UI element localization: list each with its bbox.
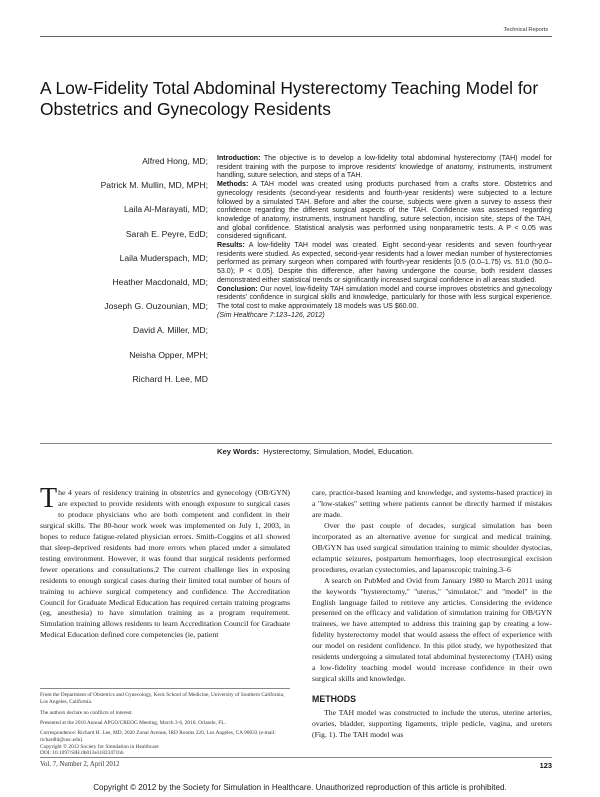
abstract-results	[217, 242, 552, 286]
footnote-affiliation: From the Department of Obstetrics and Gynecology, Keck School of Medicine, University of Southern California, Los Angeles, California.	[40, 692, 285, 705]
abstract-text: A low-fidelity TAH model was created. Eight second-year residents and seven fourth-year residents were studied. As expected, second-year residents had a lower median number of hysterectomies performed as primary surgeon when compared with fourth-year residents [0.5 (0.0–1.75) vs. 51.0 (50.0–53.0); P < 0.05]. Despite this difference, after having undergone the course, both resident classes demonstrated either statistical trends or significantly increased surgical confidence in all areas studied.	[217, 242, 552, 284]
footnote-correspondence: Correspondence: Richard H. Lee, MD, 2020 Zonal Avenue, IRD Rooms 220, Los Angeles, CA 90033 (e-mail: richardhl@usc.edu).	[40, 730, 276, 743]
footnote-doi: DOI: 10.1097/SIH.0b013e31823471bb	[40, 750, 124, 756]
abstract	[217, 155, 552, 320]
keywords-text: Hysterectomy, Simulation, Model, Education.	[263, 447, 414, 456]
methods-heading: METHODS	[312, 694, 356, 705]
copyright-notice: Copyright © 2012 by the Society for Simulation in Healthcare. Unauthorized reproduction of this article is prohibited.	[93, 783, 507, 792]
article-title: A Low-Fidelity Total Abdominal Hysterectomy Teaching Model for Obstetrics and Gynecology Residents	[40, 78, 539, 119]
author-name: Laila Al-Marayati, MD;	[123, 204, 208, 215]
body-paragraph: The TAH model was constructed to include the uterus, uterine arteries, ovaries, bladder, supporting ligaments, triple pedicle, vagina, and ureters (Fig. 1). The TAH model was	[312, 708, 552, 740]
abstract-conclusion	[217, 286, 552, 312]
abstract-text: The objective is to develop a low-fidelity total abdominal hysterectomy (TAH) model for resident training with the purpose to improve residents' knowledge of anatomy, instruments, instrument handling, suture selection, and steps of a TAH.	[217, 155, 552, 180]
author-name: David A. Miller, MD;	[133, 325, 208, 336]
author-name: Heather Macdonald, MD;	[112, 276, 208, 287]
footnote-copyright: Copyright © 2012 Society for Simulation in Healthcare	[40, 744, 159, 750]
body-paragraph: A search on PubMed and Ovid from January 1980 to March 2011 using the keywords ''hysterectomy,'' ''uterus,'' ''simulator,'' and ''model'' in the English language failed to retrieve any articles. Considering the evidence presented on the efficacy and validation of simulation training for OB/GYN trainees, we have attempted to address this training gap by creating a low-fidelity hysterectomy model that would assess the effect of experience with our model on resident confidence. In this pilot study, we hypothesized that residents undergoing a simulated total abdominal hysterectomy (TAH) using a low-fidelity teaching model would increase confidence in their own surgical skills and knowledge.	[312, 575, 552, 684]
footnote-conflicts: The authors declare no conflicts of interest.	[40, 710, 133, 716]
header-rule	[40, 36, 552, 37]
abstract-label: Introduction:	[217, 155, 261, 162]
keywords	[217, 447, 414, 456]
body-paragraph	[40, 483, 290, 641]
author-name: Sarah E. Peyre, EdD;	[125, 228, 208, 239]
author-name: Alfred Hong, MD;	[142, 156, 208, 166]
section-tag: Technical Reports	[503, 27, 548, 33]
body-column-left	[40, 483, 290, 641]
paragraph-text: he 4 years of residency training in obstetrics and gynecology (OB/GYN) are expected to provide residents with enough exposure to surgical cases to produce physicians who are both competent and confident in their surgical skills. The 80-hour work week was implemented on July 1, 2003, in hopes to reduce fatigue-related physician errors. Smith-Coggins et al1 showed that sleep-deprived residents had more errors when placed under a simulated testing environment. However, it was found that surgical residents performed fewer operations and consultations.2 The current challenge lies in exposing residents to enough surgical cases during their limited total number of hours of training to achieve surgical competency and confidence. The Accreditation Council for Graduate Medical Education has required certain training programs (eg, anesthesia) to have simulation training as a program requirement. Simulation training allows residents to learn Accreditation Council for Graduate Medical Education defined core competencies (ie, patient	[40, 488, 290, 640]
footnote-presented: Presented at the 2010 Annual APGO/CREOG Meeting, March 3-6, 2010, Orlando, FL.	[40, 720, 226, 726]
abstract-introduction	[217, 155, 552, 181]
body-paragraph: Over the past couple of decades, surgical simulation has been incorporated as an alternative avenue for surgical and medical training. OB/GYN has used surgical simulation training to mimic shoulder dystocias, eclamptic seizures, postpartum hemorrhages, loop electrosurgical excision procedures, ovarian cystectomies, and laparoscopic training.3–6	[312, 520, 552, 574]
footnote-rule	[40, 688, 290, 689]
author-name: Richard H. Lee, MD	[132, 373, 208, 384]
keywords-label: Key Words:	[217, 447, 260, 456]
page-number: 123	[539, 761, 552, 770]
author-name: Joseph G. Ouzounian, MD;	[104, 301, 208, 312]
abstract-text: Our novel, low-fidelity TAH simulation model and course improves obstetrics and gynecology residents' confidence in surgical skills and knowledge, particularly for those with less surgical experience. The total cost to make approximately 18 models was US $60.00.	[217, 285, 552, 310]
body-column-right	[312, 488, 552, 741]
author-name: Laila Muderspach, MD;	[119, 252, 208, 263]
abstract-label: Results:	[217, 242, 245, 250]
author-list	[40, 156, 208, 398]
abstract-label: Methods:	[217, 181, 249, 189]
author-name: Neisha Opper, MPH;	[129, 349, 208, 360]
abstract-text: A TAH model was created using products purchased from a crafts store. Obstetrics and gynecology residents (second-year residents and fourth-year residents) were subjected to a lecture followed by a simulated TAH. Before and after the course, subjects were given a survey to assess their confidence regarding the different surgical aspects of the TAH. Confidence was assessed regarding knowledge of anatomy, instruments, instrument handling, suture selection, incision site, steps of the TAH, and global confidence. Statistical analysis was performed using nonparametric tests. A P < 0.05 was considered significant.	[217, 181, 552, 241]
footer-rule	[40, 757, 552, 758]
abstract-rule	[40, 443, 552, 444]
body-paragraph: care, practice-based learning and knowledge, and systems-based practice) in a ''low-stakes'' setting where patients cannot be directly harmed if mistakes are made.	[312, 488, 552, 519]
abstract-citation: (Sim Healthcare 7:123–126, 2012)	[217, 311, 325, 319]
drop-cap: T	[40, 483, 58, 514]
author-name: Patrick M. Mullin, MD, MPH;	[100, 180, 208, 191]
abstract-label: Conclusion:	[217, 285, 258, 293]
abstract-methods	[217, 181, 552, 242]
issue-info: Vol. 7, Number 2, April 2012	[40, 761, 120, 768]
